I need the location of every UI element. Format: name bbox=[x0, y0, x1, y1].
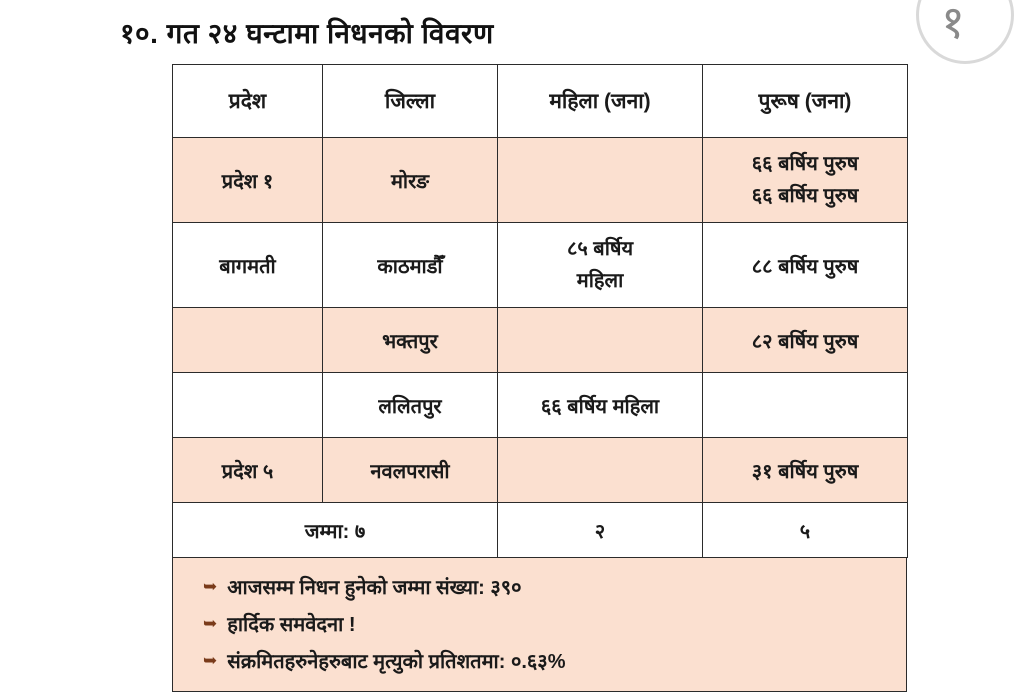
cell-male-line1: ६६ बर्षिय पुरुष bbox=[751, 153, 859, 175]
cell-province: प्रदेश ५ bbox=[173, 438, 323, 503]
note-text: संक्रमितहरुनेहरुबाट मृत्युको प्रतिशतमा: ०.६३% bbox=[227, 651, 566, 673]
table-row bbox=[173, 373, 908, 438]
note-item bbox=[173, 568, 906, 605]
deaths-table-container bbox=[172, 64, 907, 692]
total-label: जम्मा: ७ bbox=[173, 503, 498, 558]
cell-female-line1: ८५ बर्षिय bbox=[566, 238, 634, 260]
swirl-icon: १ bbox=[941, 0, 965, 49]
page-title: १०. गत २४ घन्टामा निधनको विवरण bbox=[120, 18, 494, 49]
note-item bbox=[173, 642, 906, 679]
cell-district: काठमाडौँ bbox=[323, 223, 498, 308]
notes-section bbox=[172, 558, 907, 692]
cell-male-line2: ६६ बर्षिय पुरुष bbox=[751, 185, 859, 207]
column-header-female: महिला (जना) bbox=[498, 65, 703, 138]
cell-district: भक्तपुर bbox=[323, 308, 498, 373]
note-item bbox=[173, 605, 906, 642]
arrow-bullet-icon: ➥ bbox=[203, 613, 218, 634]
table-total-row bbox=[173, 503, 908, 558]
total-male: ५ bbox=[703, 503, 908, 558]
cell-female-line2: महिला bbox=[576, 270, 624, 292]
cell-male: ३१ बर्षिय पुरुष bbox=[703, 438, 908, 503]
total-female: २ bbox=[498, 503, 703, 558]
column-header-male: पुरूष (जना) bbox=[703, 65, 908, 138]
cell-female bbox=[498, 438, 703, 503]
cell-female: ६६ बर्षिय महिला bbox=[498, 373, 703, 438]
deaths-table bbox=[172, 64, 908, 558]
cell-district: मोरङ bbox=[323, 138, 498, 223]
cell-district: ललितपुर bbox=[323, 373, 498, 438]
cell-female bbox=[498, 138, 703, 223]
cell-female bbox=[498, 223, 703, 308]
cell-province bbox=[173, 308, 323, 373]
arrow-bullet-icon: ➥ bbox=[203, 650, 218, 671]
cell-province: बागमती bbox=[173, 223, 323, 308]
cell-province bbox=[173, 373, 323, 438]
cell-district: नवलपरासी bbox=[323, 438, 498, 503]
table-header-row bbox=[173, 65, 908, 138]
cell-female bbox=[498, 308, 703, 373]
table-row bbox=[173, 138, 908, 223]
cell-province: प्रदेश १ bbox=[173, 138, 323, 223]
cell-male: ८८ बर्षिय पुरुष bbox=[703, 223, 908, 308]
arrow-bullet-icon: ➥ bbox=[203, 576, 218, 597]
table-row bbox=[173, 223, 908, 308]
corner-decoration bbox=[916, 0, 1014, 64]
note-text: हार्दिक समवेदना ! bbox=[227, 614, 356, 636]
column-header-province: प्रदेश bbox=[173, 65, 323, 138]
cell-male bbox=[703, 138, 908, 223]
cell-male bbox=[703, 373, 908, 438]
table-row bbox=[173, 438, 908, 503]
table-row bbox=[173, 308, 908, 373]
column-header-district: जिल्ला bbox=[323, 65, 498, 138]
cell-male: ८२ बर्षिय पुरुष bbox=[703, 308, 908, 373]
note-text: आजसम्म निधन हुनेको जम्मा संख्या: ३९० bbox=[227, 577, 522, 599]
